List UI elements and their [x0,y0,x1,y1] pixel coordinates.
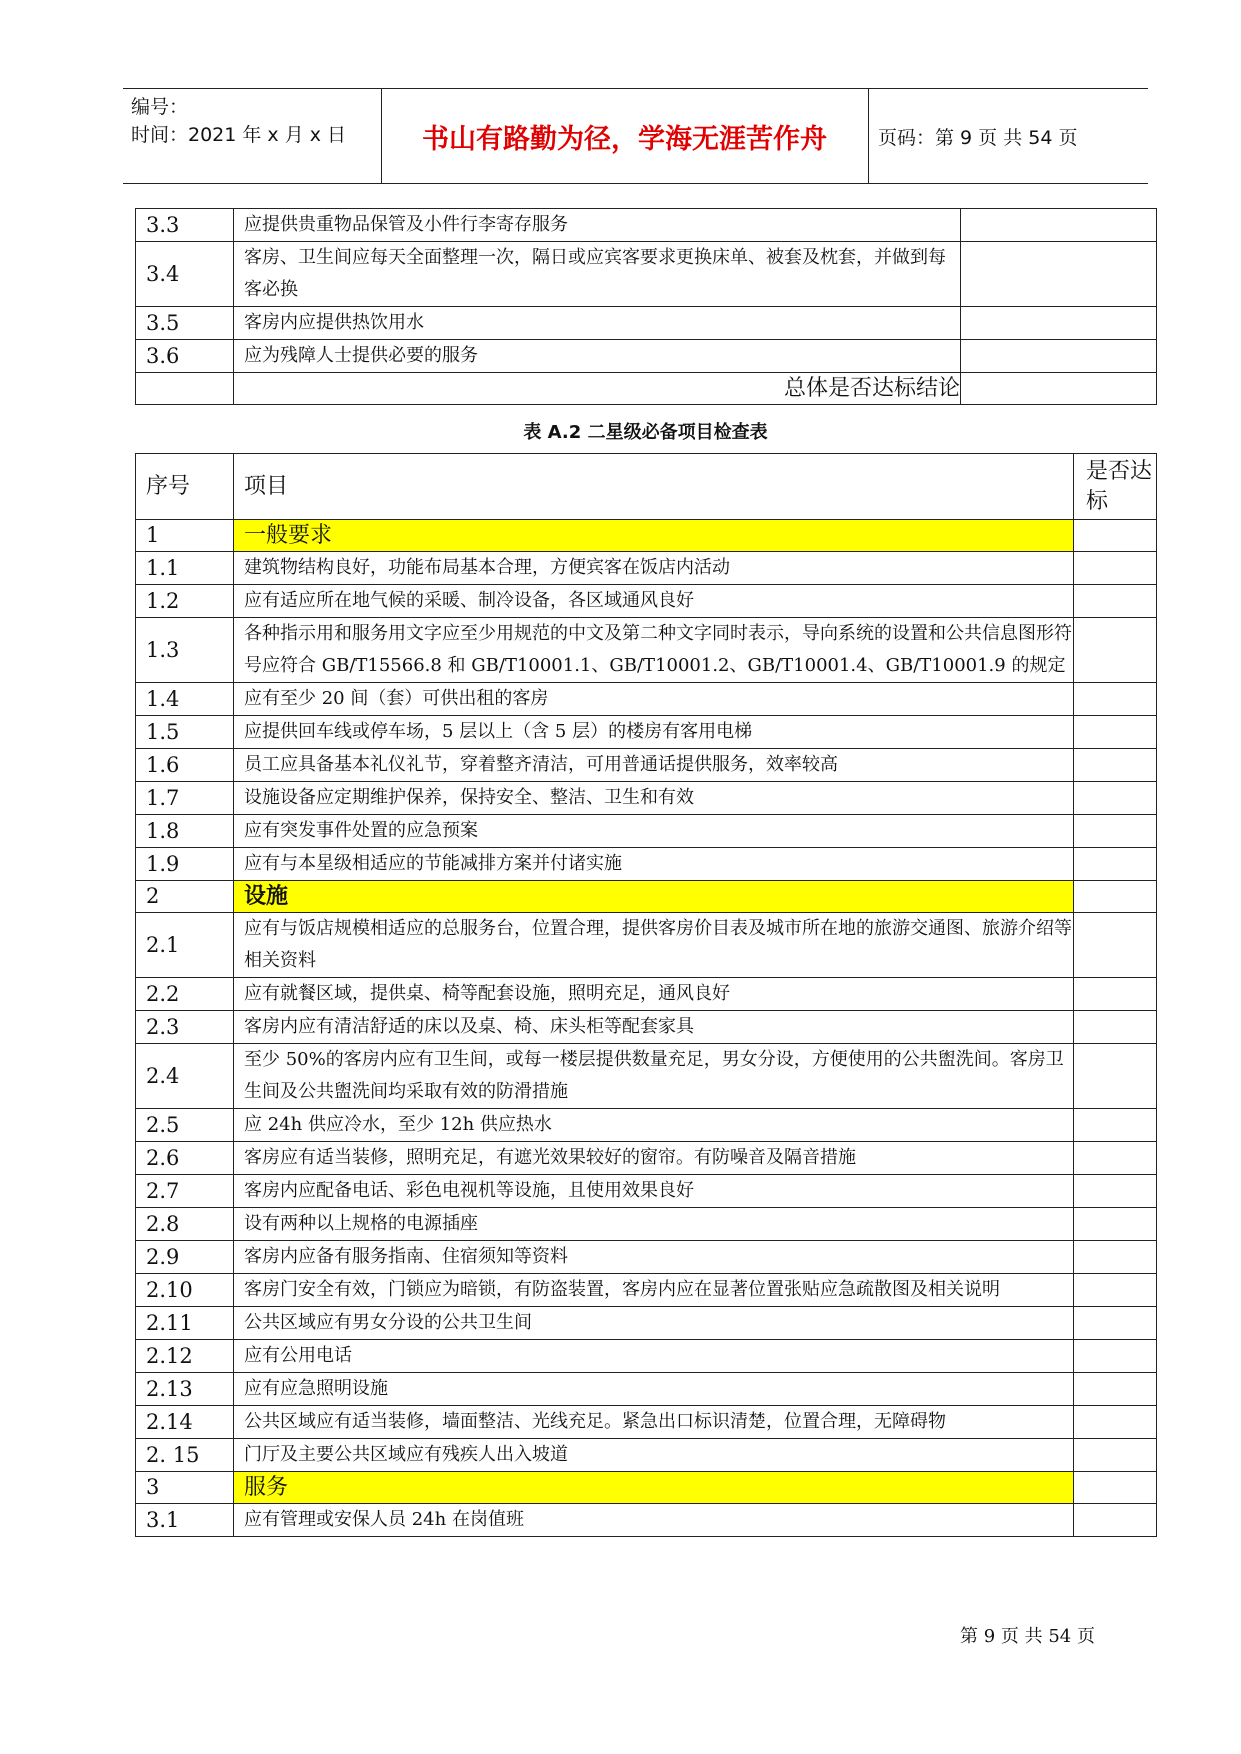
row-item: 公共区域应有适当装修，墙面整洁、光线充足。紧急出口标识清楚，位置合理，无障碍物 [234,1406,1074,1439]
row-number: 3.1 [136,1504,234,1537]
table-row [136,913,1157,978]
header-divider [868,89,869,183]
row-result-cell [1074,683,1157,716]
table-row [136,1307,1157,1340]
header-pass: 是否达标 [1074,454,1157,520]
row-result-cell [1074,1340,1157,1373]
row-number: 2.5 [136,1109,234,1142]
table-row [136,340,1157,373]
table-row [136,1439,1157,1472]
row-number: 2.11 [136,1307,234,1340]
row-result-cell [1074,815,1157,848]
table-row [136,618,1157,683]
row-number: 2 [136,881,234,913]
table-row [136,1504,1157,1537]
table-row [136,749,1157,782]
row-item: 应为残障人士提供必要的服务 [234,340,961,373]
row-item: 客房内应有清洁舒适的床以及桌、椅、床头柜等配套家具 [234,1011,1074,1044]
row-result-cell [1074,1439,1157,1472]
row-item: 客房内应备有服务指南、住宿须知等资料 [234,1241,1074,1274]
row-result-cell [1074,520,1157,552]
header-motto: 书山有路勤为径，学海无涯苦作舟 [422,123,827,155]
page-footer: 第 9 页 共 54 页 [960,1626,1095,1647]
section-row [136,520,1157,552]
row-number: 1.9 [136,848,234,881]
table-a2 [135,453,1157,1537]
row-result-cell [1074,782,1157,815]
row-result-cell [1074,716,1157,749]
row-item: 客房内应配备电话、彩色电视机等设施，且使用效果良好 [234,1175,1074,1208]
header-item: 项目 [234,454,1074,520]
row-number: 2.14 [136,1406,234,1439]
row-number: 2.12 [136,1340,234,1373]
row-item: 设施设备应定期维护保养，保持安全、整洁、卫生和有效 [234,782,1074,815]
table-row [136,1340,1157,1373]
header-meta [131,93,346,149]
row-number: 2.13 [136,1373,234,1406]
row-result-cell [961,242,1157,307]
row-item: 客房应有适当装修，照明充足，有遮光效果较好的窗帘。有防噪音及隔音措施 [234,1142,1074,1175]
header-page-label: 页码：第 9 页 共 54 页 [878,126,1078,149]
row-item: 应提供回车线或停车场，5 层以上（含 5 层）的楼房有客用电梯 [234,716,1074,749]
row-item: 应有与本星级相适应的节能减排方案并付诸实施 [234,848,1074,881]
row-result-cell [1074,1274,1157,1307]
row-result-cell [1074,1011,1157,1044]
row-result-cell [1074,1142,1157,1175]
header-num: 序号 [136,454,234,520]
row-number: 1.5 [136,716,234,749]
table-row [136,1274,1157,1307]
table-row [136,1373,1157,1406]
table-row [136,815,1157,848]
row-item: 客房、卫生间应每天全面整理一次，隔日或应宾客要求更换床单、被套及枕套，并做到每客必换 [234,242,961,307]
table-row [136,242,1157,307]
row-result-cell [1074,881,1157,913]
row-number: 1.2 [136,585,234,618]
table-row [136,209,1157,242]
table-a1-tail [135,208,1157,405]
row-number: 3.4 [136,242,234,307]
row-number: 2.8 [136,1208,234,1241]
row-item: 应提供贵重物品保管及小件行李寄存服务 [234,209,961,242]
row-number: 2.9 [136,1241,234,1274]
row-number: 3.5 [136,307,234,340]
table-caption: 表 A.2 二星级必备项目检查表 [523,422,768,443]
row-item: 设有两种以上规格的电源插座 [234,1208,1074,1241]
section-row [136,881,1157,913]
row-number: 1 [136,520,234,552]
table-row [136,782,1157,815]
table-row [136,1241,1157,1274]
row-result-cell [1074,1504,1157,1537]
row-result-cell [1074,1307,1157,1340]
row-number: 2.10 [136,1274,234,1307]
row-item: 应有管理或安保人员 24h 在岗值班 [234,1504,1074,1537]
row-item: 应有至少 20 间（套）可供出租的客房 [234,683,1074,716]
table-row [136,1406,1157,1439]
row-number [136,373,234,405]
row-item: 员工应具备基本礼仪礼节，穿着整齐清洁，可用普通话提供服务，效率较高 [234,749,1074,782]
table-row [136,1011,1157,1044]
row-number: 3.6 [136,340,234,373]
table-row [136,716,1157,749]
page-header [123,88,1148,184]
row-item: 应有就餐区域，提供桌、椅等配套设施，照明充足，通风良好 [234,978,1074,1011]
table-row [136,552,1157,585]
row-number: 2.7 [136,1175,234,1208]
row-item: 建筑物结构良好，功能布局基本合理，方便宾客在饭店内活动 [234,552,1074,585]
row-number: 1.3 [136,618,234,683]
row-number: 3.3 [136,209,234,242]
section-title: 设施 [234,881,1074,913]
row-number: 2.2 [136,978,234,1011]
conclusion-label: 总体是否达标结论 [234,373,961,405]
row-result-cell [1074,552,1157,585]
row-result-cell [1074,618,1157,683]
row-result-cell [1074,1208,1157,1241]
row-item: 应有公用电话 [234,1340,1074,1373]
row-number: 1.4 [136,683,234,716]
row-number: 1.1 [136,552,234,585]
table-row [136,307,1157,340]
row-result-cell [1074,848,1157,881]
table-row [136,1109,1157,1142]
time-label: 时间：2021 年 x 月 x 日 [131,124,347,146]
table-row [136,1175,1157,1208]
table-row [136,848,1157,881]
number-label: 编号： [131,96,189,118]
row-result-cell [961,373,1157,405]
row-result-cell [1074,749,1157,782]
row-number: 1.6 [136,749,234,782]
row-item: 至少 50%的客房内应有卫生间，或每一楼层提供数量充足，男女分设，方便使用的公共盥洗间。客房卫生间及公共盥洗间均采取有效的防滑措施 [234,1044,1074,1109]
table-row [136,978,1157,1011]
table-row [136,585,1157,618]
row-item: 公共区域应有男女分设的公共卫生间 [234,1307,1074,1340]
row-number: 1.7 [136,782,234,815]
table-row [136,1044,1157,1109]
row-item: 门厅及主要公共区域应有残疾人出入坡道 [234,1439,1074,1472]
row-item: 应有突发事件处置的应急预案 [234,815,1074,848]
table-row [136,1208,1157,1241]
row-result-cell [1074,913,1157,978]
row-number: 2.1 [136,913,234,978]
row-result-cell [1074,1109,1157,1142]
section-title: 一般要求 [234,520,1074,552]
row-result-cell [1074,1044,1157,1109]
row-item: 应有应急照明设施 [234,1373,1074,1406]
row-number: 1.8 [136,815,234,848]
row-result-cell [961,340,1157,373]
row-item: 各种指示用和服务用文字应至少用规范的中文及第二种文字同时表示，导向系统的设置和公共信息图形符号应符合 GB/T15566.8 和 GB/T10001.1、GB/T10001.2、GB/T10001.4、GB/T10001.9 的规定 [234,618,1074,683]
row-result-cell [1074,1406,1157,1439]
section-title: 服务 [234,1472,1074,1504]
row-result-cell [1074,1241,1157,1274]
row-item: 客房门安全有效，门锁应为暗锁，有防盗装置，客房内应在显著位置张贴应急疏散图及相关说明 [234,1274,1074,1307]
table-row [136,683,1157,716]
row-number: 3 [136,1472,234,1504]
table-row [136,1142,1157,1175]
row-result-cell [1074,978,1157,1011]
row-number: 2.4 [136,1044,234,1109]
conclusion-row [136,373,1157,405]
row-result-cell [1074,1373,1157,1406]
row-item: 应 24h 供应冷水，至少 12h 供应热水 [234,1109,1074,1142]
row-result-cell [1074,1175,1157,1208]
row-item: 应有与饭店规模相适应的总服务台，位置合理，提供客房价目表及城市所在地的旅游交通图、旅游介绍等相关资料 [234,913,1074,978]
section-row [136,1472,1157,1504]
row-number: 2.3 [136,1011,234,1044]
row-item: 应有适应所在地气候的采暖、制冷设备，各区域通风良好 [234,585,1074,618]
row-result-cell [961,307,1157,340]
row-result-cell [961,209,1157,242]
row-result-cell [1074,1472,1157,1504]
row-number: 2. 15 [136,1439,234,1472]
row-number: 2.6 [136,1142,234,1175]
row-result-cell [1074,585,1157,618]
row-item: 客房内应提供热饮用水 [234,307,961,340]
